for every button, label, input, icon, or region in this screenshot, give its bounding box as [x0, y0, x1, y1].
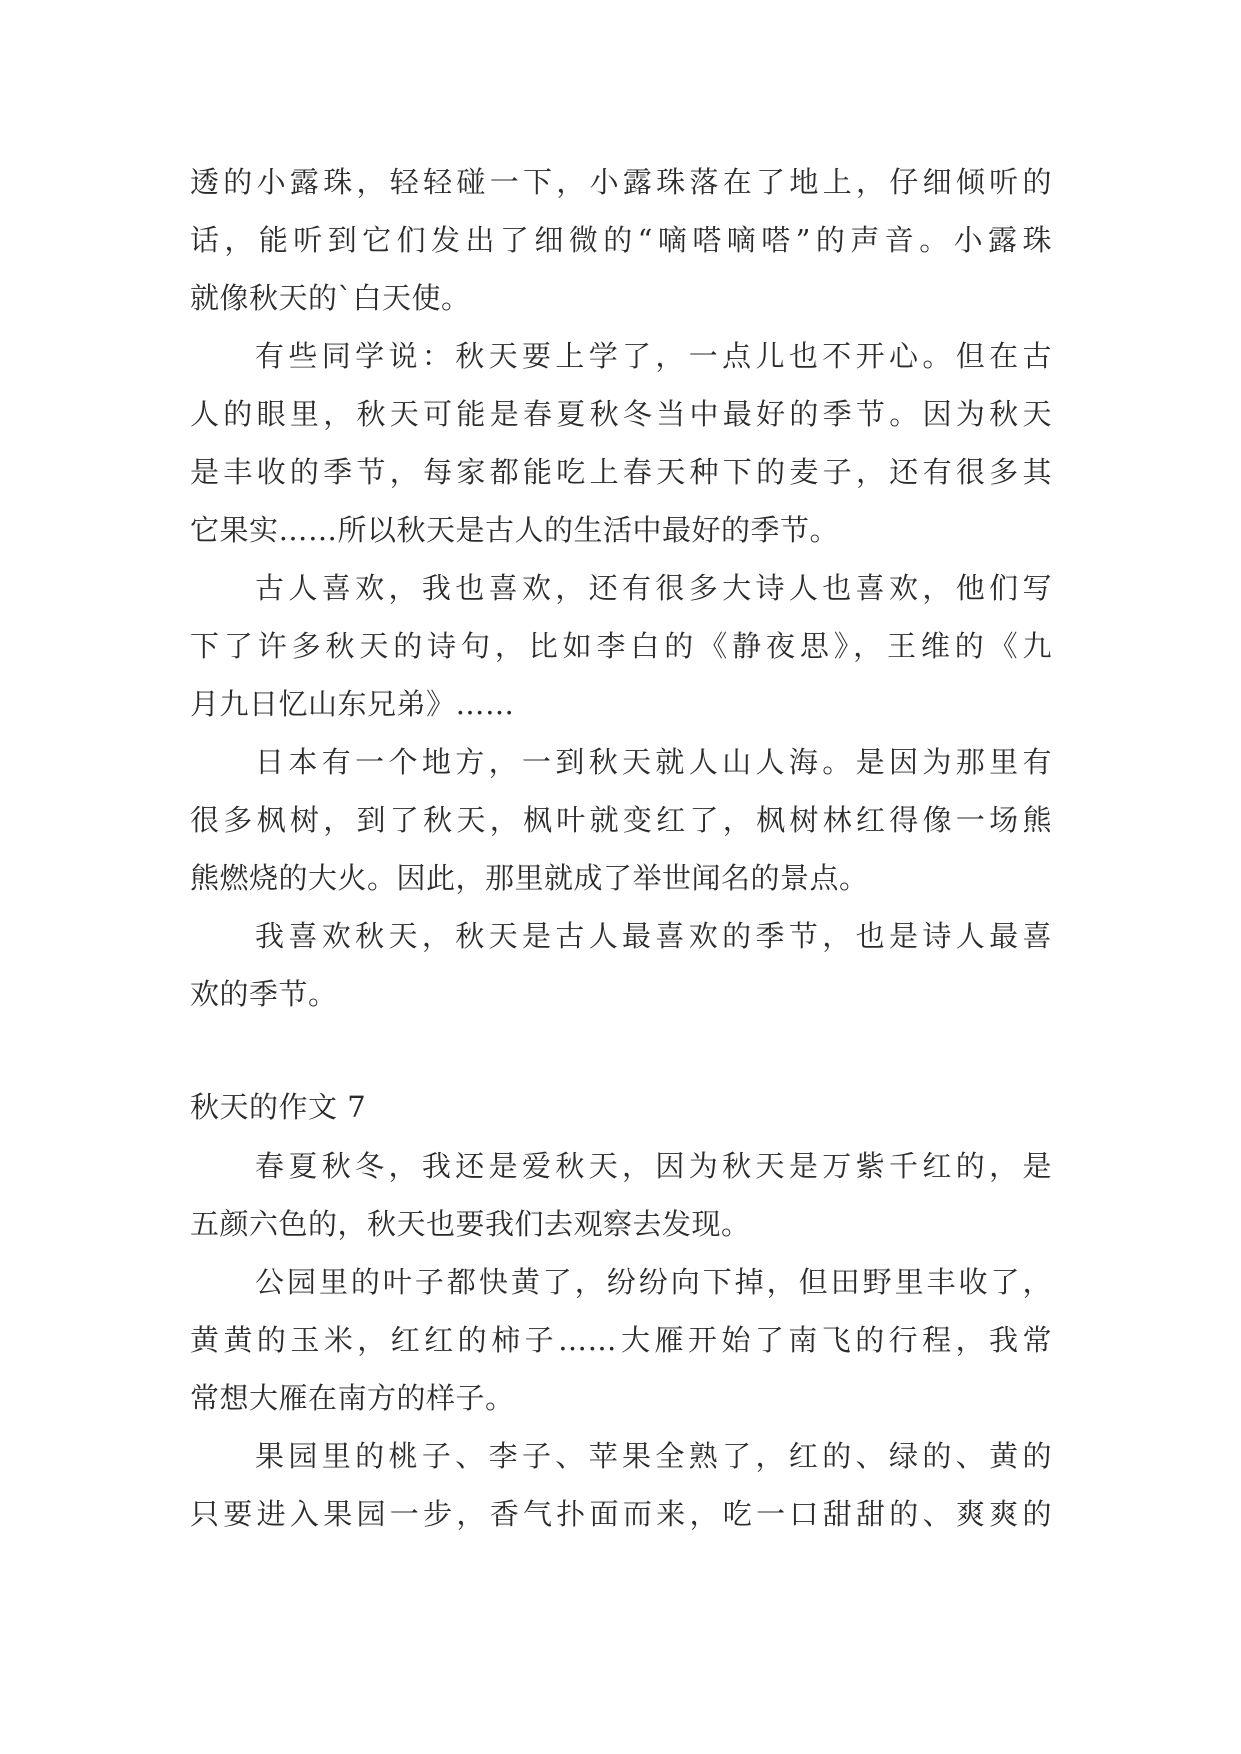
paragraph-line: 我喜欢秋天，秋天是古人最喜欢的季节，也是诗人最喜: [255, 919, 1052, 953]
paragraph-line: 黄黄的玉米，红红的柿子……大雁开始了南飞的行程，我常: [190, 1323, 1052, 1357]
paragraph-line: 春夏秋冬，我还是爱秋天，因为秋天是万紫千红的，是: [255, 1149, 1052, 1183]
paragraph-line: 是丰收的季节，每家都能吃上春天种下的麦子，还有很多其: [190, 455, 1052, 489]
paragraph-line: 果园里的桃子、李子、苹果全熟了，红的、绿的、黄的: [255, 1439, 1052, 1473]
paragraph-line: 有些同学说：秋天要上学了，一点儿也不开心。但在古: [255, 339, 1052, 373]
paragraph-line: 日本有一个地方，一到秋天就人山人海。是因为那里有: [255, 745, 1052, 779]
paragraph-line: 人的眼里，秋天可能是春夏秋冬当中最好的季节。因为秋天: [190, 397, 1052, 431]
paragraph-line: 欢的季节。: [190, 977, 338, 1011]
paragraph-line: 常想大雁在南方的样子。: [190, 1381, 515, 1415]
paragraph-line: 五颜六色的，秋天也要我们去观察去发现。: [190, 1207, 751, 1241]
paragraph-line: 月九日忆山东兄弟》……: [190, 687, 515, 721]
paragraph-line: 下了许多秋天的诗句，比如李白的《静夜思》，王维的《九: [190, 629, 1052, 663]
paragraph-line: 话，能听到它们发出了细微的“嘀嗒嘀嗒”的声音。小露珠: [190, 223, 1052, 257]
paragraph-line: 熊燃烧的大火。因此，那里就成了举世闻名的景点。: [190, 861, 869, 895]
paragraph-line: 透的小露珠，轻轻碰一下，小露珠落在了地上，仔细倾听的: [190, 165, 1052, 199]
paragraph-line: 只要进入果园一步，香气扑面而来，吃一口甜甜的、爽爽的: [190, 1497, 1052, 1531]
section-title: 秋天的作文 7: [190, 1090, 367, 1124]
paragraph-line: 就像秋天的`白天使。: [190, 281, 471, 315]
paragraph-line: 它果实……所以秋天是古人的生活中最好的季节。: [190, 513, 840, 547]
paragraph-line: 古人喜欢，我也喜欢，还有很多大诗人也喜欢，他们写: [255, 571, 1052, 605]
paragraph-line: 公园里的叶子都快黄了，纷纷向下掉，但田野里丰收了，: [255, 1265, 1052, 1299]
paragraph-line: 很多枫树，到了秋天，枫叶就变红了，枫树林红得像一场熊: [190, 803, 1052, 837]
